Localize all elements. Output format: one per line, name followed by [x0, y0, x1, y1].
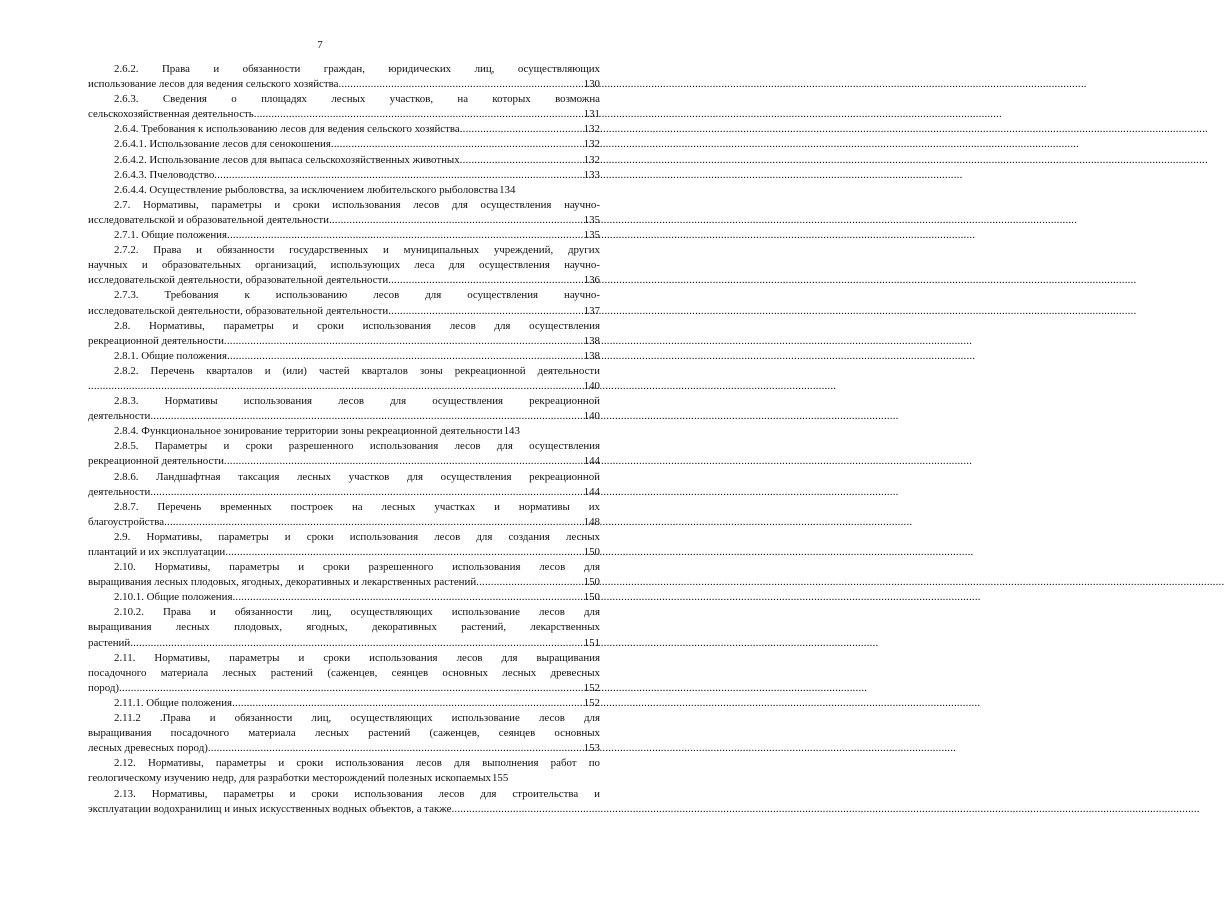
dot-leader — [150, 485, 583, 500]
dot-leader — [451, 802, 600, 817]
toc-entry-text: 2.6.2. Права и обязанности граждан, юридических лиц, осуществляющих — [114, 63, 600, 75]
toc-entry-text: благоустройства — [88, 515, 165, 528]
toc-entry-text: 2.11. Нормативы, параметры и сроки использования лесов для выращивания — [114, 651, 600, 664]
toc-entry-text: 2.8.4. Функциональное зонирование территории зоны рекреационной деятельности — [114, 425, 503, 438]
toc-page-number: 132 — [583, 123, 600, 136]
toc-entry-text: 2.6.4. Требования к использованию лесов для ведения сельского хозяйства — [114, 123, 460, 136]
toc-entry-text: 2.6.4.1. Использование лесов для сенокошения — [114, 138, 331, 151]
toc-entry[interactable] — [88, 439, 600, 469]
toc-page-number: 150 — [583, 546, 600, 558]
toc-page-number: 144 — [583, 485, 600, 498]
toc-entry-text: 2.8.6. Ландшафтная таксация лесных участков для осуществления рекреационной — [114, 470, 600, 483]
dot-leader — [329, 213, 584, 228]
toc-page-number: 138 — [583, 334, 600, 347]
toc-entry[interactable] — [88, 153, 600, 168]
toc-entry-text: 2.7.3. Требования к использованию лесов для осуществления научно- — [114, 289, 600, 302]
toc-entry-text: 2.8. Нормативы, параметры и сроки использования лесов для осуществления — [114, 319, 600, 332]
toc-entry-text: эксплуатации водохранилищ и иных искусственных водных объектов, а также — [88, 802, 452, 815]
toc-page-number: 137 — [583, 304, 600, 317]
toc-entry-text: 2.6.4.3. Пчеловодство — [114, 168, 215, 181]
toc-entry[interactable] — [88, 228, 600, 243]
toc-entry[interactable] — [88, 288, 600, 318]
dot-leader — [88, 379, 584, 394]
toc-entry-text: выращивания посадочного материала лесных растений (саженцев, сеянцев основных — [88, 727, 600, 740]
toc-entry-text: 2.11.1. Общие положения — [114, 696, 233, 709]
toc-entry-text: исследовательской деятельности, образовательной деятельности — [88, 274, 389, 287]
toc-entry-text: 2.13. Нормативы, параметры и сроки использования лесов для строительства и — [114, 787, 600, 800]
toc-entry-text: 2.7.1. Общие положения — [114, 229, 228, 242]
dot-leader — [331, 137, 584, 152]
dot-leader — [460, 153, 584, 168]
toc-entry-text: использование лесов для ведения сельского хозяйства — [88, 78, 339, 91]
dot-leader — [388, 304, 583, 319]
toc-entry[interactable] — [88, 756, 600, 786]
toc-page-number: 132 — [583, 153, 600, 166]
toc-entry[interactable] — [88, 62, 600, 92]
toc-entry-text: 2.8.7. Перечень временных построек на лесных участках и нормативы их — [114, 500, 600, 513]
toc-page-number: 136 — [583, 274, 600, 287]
toc-entry[interactable] — [88, 787, 600, 817]
toc-entry-text: исследовательской и образовательной деятельности — [88, 213, 329, 226]
dot-leader — [164, 515, 584, 530]
toc-entry[interactable] — [88, 243, 600, 288]
dot-leader — [460, 122, 584, 137]
toc-entry-text: 2.6.4.2. Использование лесов для выпаса сельскохозяйственных животных — [114, 153, 460, 166]
toc-entry[interactable] — [88, 605, 600, 650]
toc-entry[interactable] — [88, 651, 600, 696]
toc-entry[interactable] — [88, 696, 600, 711]
toc-entry-text: 2.6.4.4. Осуществление рыболовства, за исключением любительского рыболовства — [114, 183, 499, 196]
toc-entry[interactable] — [88, 137, 600, 152]
toc-entry-text: 2.10. Нормативы, параметры и сроки разрешенного использования лесов для — [114, 561, 600, 574]
toc-entry[interactable] — [88, 364, 600, 394]
toc-entry-text: растений — [88, 636, 131, 649]
toc-entry[interactable] — [88, 590, 600, 605]
toc-entry[interactable] — [88, 92, 600, 122]
dot-leader — [338, 77, 583, 92]
dot-leader — [232, 696, 584, 711]
toc-page-number: 138 — [583, 349, 600, 362]
toc-entry-text: деятельности — [88, 485, 151, 498]
toc-entry[interactable] — [88, 424, 600, 439]
dot-leader — [388, 273, 583, 288]
toc-page-number: 132 — [583, 138, 600, 151]
toc-entry-text: 2.9. Нормативы, параметры и сроки использования лесов для создания лесных — [114, 530, 600, 543]
toc-entry-text: 2.8.5. Параметры и сроки разрешенного использования лесов для осуществления — [114, 440, 600, 453]
toc-page-number: 150 — [583, 591, 600, 604]
toc-entry[interactable] — [88, 319, 600, 349]
toc-page-number: 152 — [583, 696, 600, 709]
toc-entry-text: 2.11.2 .Права и обязанности лиц, осуществляющих использование лесов для — [114, 712, 600, 725]
toc-entry[interactable] — [88, 122, 600, 137]
toc-entry-text: плантаций и их эксплуатации — [88, 546, 226, 558]
toc-entry-text: деятельности — [88, 410, 151, 423]
toc-entry-text: геологическому изучению недр, для разработки месторождений полезных ископаемых — [88, 772, 491, 785]
toc-page-number: 140 — [583, 379, 600, 392]
page-number: 7 — [317, 39, 323, 51]
toc-page-number: 131 — [583, 108, 600, 121]
dot-leader — [227, 228, 584, 243]
toc-page-number: 155 — [491, 772, 509, 785]
toc-entry[interactable] — [88, 560, 600, 590]
dot-leader — [150, 409, 583, 424]
table-of-contents — [88, 62, 600, 817]
dot-leader — [208, 741, 584, 756]
toc-entry-text: 2.12. Нормативы, параметры и сроки использования лесов для выполнения работ по — [114, 757, 600, 770]
toc-entry-text: 2.10.1. Общие положения — [114, 591, 233, 604]
toc-entry-text: выращивания лесных плодовых, ягодных, декоративных растений, лекарственных — [88, 621, 600, 634]
toc-entry-text: посадочного материала лесных растений (саженцев, сеянцев основных лесных древесных — [88, 666, 600, 679]
toc-page-number: 140 — [583, 410, 600, 423]
toc-entry[interactable] — [88, 168, 600, 183]
toc-entry-text: выращивания лесных плодовых, ягодных, декоративных и лекарственных растений — [88, 576, 477, 589]
toc-entry[interactable] — [88, 198, 600, 228]
dot-leader — [227, 349, 584, 364]
dot-leader — [232, 590, 583, 605]
toc-entry[interactable] — [88, 394, 600, 424]
toc-entry[interactable] — [88, 349, 600, 364]
toc-entry-text: 2.7.2. Права и обязанности государственных и муниципальных учреждений, других — [114, 244, 600, 257]
toc-page-number: 133 — [583, 168, 600, 181]
toc-entry[interactable] — [88, 183, 600, 198]
dot-leader — [214, 168, 583, 183]
dot-leader — [254, 107, 584, 122]
toc-page-number: 134 — [499, 183, 516, 196]
toc-entry-text: пород) — [88, 681, 120, 694]
dot-leader — [130, 636, 583, 651]
toc-entry-text: 2.7. Нормативы, параметры и сроки использования лесов для осуществления научно- — [114, 198, 600, 211]
toc-page-number: 143 — [503, 425, 520, 438]
dot-leader — [476, 575, 583, 590]
dot-leader — [224, 334, 584, 349]
toc-entry[interactable] — [88, 711, 600, 756]
toc-entry[interactable] — [88, 530, 600, 560]
dot-leader — [225, 545, 583, 560]
dot-leader — [224, 454, 584, 469]
toc-entry-text: рекреационной деятельности — [88, 334, 224, 347]
toc-entry-text: сельскохозяйственная деятельность — [88, 108, 254, 121]
toc-entry-text: исследовательской деятельности, образовательной деятельности — [88, 304, 389, 317]
toc-entry-text: 2.6.3. Сведения о площадях лесных участков, на которых возможна — [114, 93, 600, 106]
toc-page-number: 153 — [583, 742, 600, 755]
toc-entry-text: 2.8.3. Нормативы использования лесов для осуществления рекреационной — [114, 395, 600, 408]
toc-entry-text: 2.10.2. Права и обязанности лиц, осуществляющих использование лесов для — [114, 606, 600, 619]
toc-page-number: 151 — [583, 636, 600, 649]
toc-page-number: 148 — [583, 515, 600, 528]
toc-page-number: 152 — [583, 681, 600, 694]
toc-entry-text: рекреационной деятельности — [88, 455, 224, 468]
toc-entry[interactable] — [88, 500, 600, 530]
toc-entry-text: лесных древесных пород) — [88, 742, 208, 755]
toc-entry-text: 2.8.2. Перечень кварталов и (или) частей кварталов зоны рекреационной деятельности — [114, 364, 600, 377]
toc-entry[interactable] — [88, 470, 600, 500]
dot-leader — [119, 681, 584, 696]
toc-page-number: 135 — [583, 213, 600, 226]
toc-page-number: 130 — [583, 78, 600, 91]
toc-page-number: 135 — [583, 229, 600, 242]
toc-entry-text: 2.8.1. Общие положения — [114, 349, 228, 362]
toc-page-number: 144 — [583, 455, 600, 468]
toc-entry-text: научных и образовательных организаций, использующих леса для осуществления научно- — [88, 259, 600, 272]
toc-page-number: 150 — [583, 576, 600, 589]
